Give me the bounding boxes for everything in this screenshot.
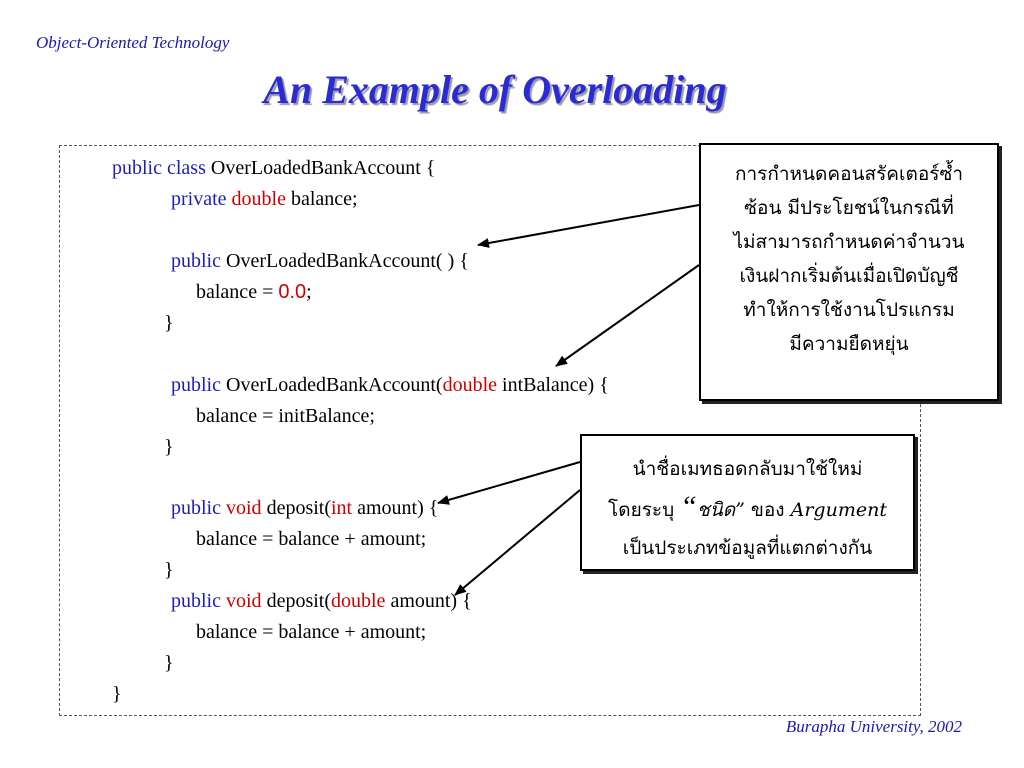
keyword: public class (112, 157, 206, 179)
callout-line: ไม่สามารถกำหนดค่าจำนวน (733, 231, 965, 253)
number-literal: 0.0 (278, 281, 307, 303)
arrow-deposit-int (438, 462, 580, 503)
callout-line: มีความยืดหยุ่น (789, 333, 909, 355)
keyword: public (171, 250, 221, 272)
type-keyword: double (231, 188, 286, 210)
callout-line: ซ้อน มีประโยชน์ในกรณีที่ (744, 197, 954, 219)
code-text: intBalance) { (497, 374, 609, 396)
callout-line: การกำหนดคอนสรัคเตอร์ซ้ำ (734, 163, 964, 185)
code-text: OverLoadedBankAccount { (205, 157, 436, 179)
argument-term: Argument (790, 499, 887, 521)
keyword: private (171, 188, 227, 210)
type-keyword: double (331, 590, 386, 612)
code-line-7: balance = initBalance; (196, 405, 375, 427)
code-text: OverLoadedBankAccount( ) { (221, 250, 469, 272)
close-quote: ” (735, 499, 745, 521)
header-course: Object-Oriented Technology (36, 33, 230, 52)
code-text: OverLoadedBankAccount( (221, 374, 443, 396)
callout-line: ทำให้การใช้งานโปรแกรม (743, 299, 955, 321)
slide-title: An Example of Overloading (263, 67, 727, 112)
callout-line: เงินฝากเริ่มต้นเมื่อเปิดบัญชี (739, 265, 959, 287)
footer-credit: Burapha University, 2002 (785, 717, 962, 736)
code-line-11: } (164, 559, 174, 581)
keyword: public (171, 590, 221, 612)
callout-text: โดยระบุ (608, 499, 681, 521)
arrow-deposit-double (455, 490, 580, 595)
open-quote: “ (680, 490, 697, 523)
arrow-constructor-param (556, 265, 699, 366)
code-line-13: balance = balance + amount; (196, 621, 427, 643)
callout-text: ของ (744, 499, 791, 521)
code-line-10: balance = balance + amount; (196, 528, 427, 550)
code-line-14: } (164, 652, 174, 674)
callout-method-overloading (580, 434, 915, 571)
type-keyword: void (226, 590, 262, 612)
code-line-8: } (164, 436, 174, 458)
callout-line (582, 488, 913, 529)
code-text: balance; (285, 188, 358, 210)
type-keyword: int (331, 497, 353, 519)
code-text: deposit( (261, 497, 331, 519)
code-text: balance = (196, 281, 279, 303)
code-line-15: } (112, 683, 122, 705)
code-text: amount) { (352, 497, 439, 519)
code-text: amount) { (385, 590, 472, 612)
code-line-5: } (164, 312, 174, 334)
code-text: ; (306, 281, 312, 303)
code-text: deposit( (261, 590, 331, 612)
callout-constructor-overloading (699, 143, 999, 401)
type-keyword: double (442, 374, 498, 396)
callout-line: นำชื่อเมทธอดกลับมาใช้ใหม่ (632, 458, 863, 480)
callout-line: เป็นประเภทข้อมูลที่แตกต่างกัน (622, 537, 873, 559)
type-keyword: void (226, 497, 262, 519)
keyword: public (171, 497, 221, 519)
emphasis-kind: ชนิด (696, 499, 736, 521)
arrow-constructor-default (478, 205, 699, 245)
keyword: public (171, 374, 221, 396)
